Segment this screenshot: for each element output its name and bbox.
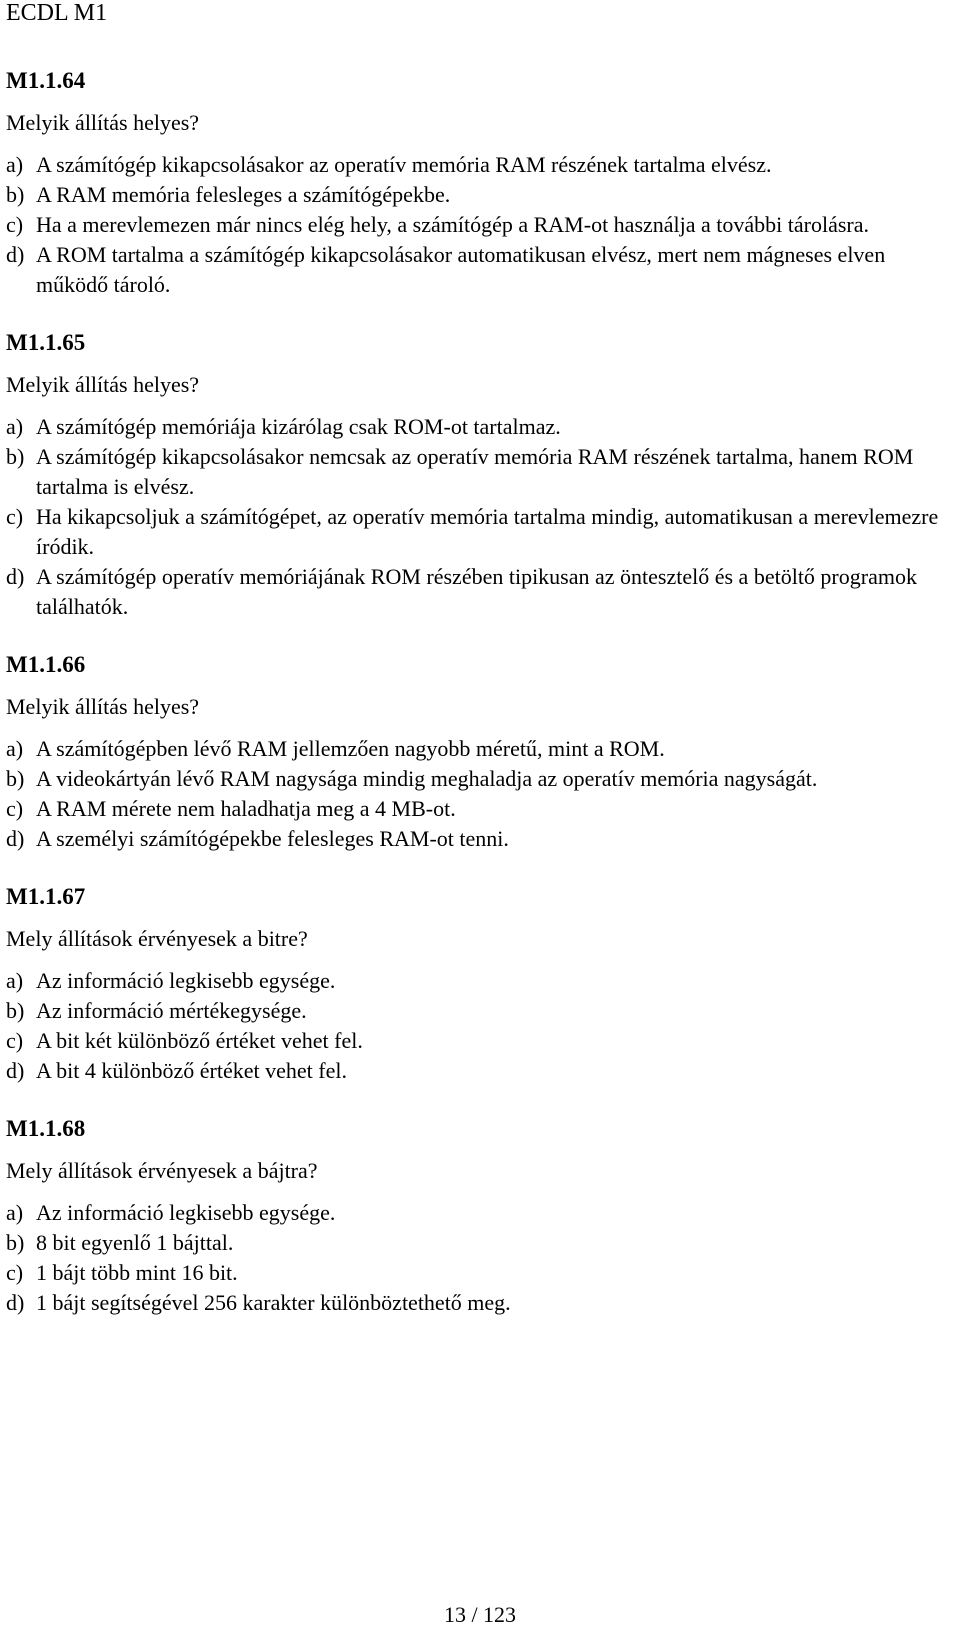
option-text: 1 bájt több mint 16 bit.: [36, 1260, 238, 1285]
option-letter: b): [6, 998, 25, 1023]
question-id: M1.1.67: [6, 884, 86, 909]
option-text: Az információ legkisebb egysége.: [36, 1200, 336, 1225]
option-text: A RAM mérete nem haladhatja meg a 4 MB-ot.: [36, 796, 456, 821]
option-letter: a): [6, 968, 24, 993]
option-text: Ha a merevlemezen már nincs elég hely, a számítógép a RAM-ot használja a további tárolásra.: [36, 212, 870, 237]
option-b: [6, 996, 956, 1026]
option-letter: c): [6, 1028, 24, 1053]
question-block: [6, 66, 956, 300]
option-c: [6, 502, 956, 562]
option-text: 1 bájt segítségével 256 karakter különböztethető meg.: [36, 1290, 511, 1315]
option-letter: c): [6, 1260, 24, 1285]
question-id: M1.1.68: [6, 1116, 86, 1141]
option-b: [6, 442, 956, 502]
option-list: [6, 412, 956, 622]
option-text: 8 bit egyenlő 1 bájttal.: [36, 1230, 234, 1255]
option-list: [6, 1198, 956, 1318]
page-header: ECDL M1: [6, 0, 108, 26]
question-text: Mely állítások érvényesek a bájtra?: [6, 1158, 318, 1183]
question-list: [6, 66, 956, 1318]
option-text: A számítógép kikapcsolásakor az operatív memória RAM részének tartalma elvész.: [36, 152, 772, 177]
option-list: [6, 150, 956, 300]
option-b: [6, 1228, 956, 1258]
option-text: A személyi számítógépekbe felesleges RAM-ot tenni.: [36, 826, 509, 851]
option-d: [6, 1056, 956, 1086]
option-d: [6, 562, 956, 622]
option-letter: c): [6, 796, 24, 821]
option-text: A számítógép kikapcsolásakor nemcsak az operatív memória RAM részének tartalma, hanem ROM tartalma is elvész.: [36, 444, 914, 499]
option-a: [6, 150, 956, 180]
option-letter: d): [6, 826, 25, 851]
option-text: A bit két különböző értéket vehet fel.: [36, 1028, 363, 1053]
question-text: Melyik állítás helyes?: [6, 110, 200, 135]
option-letter: c): [6, 504, 24, 529]
option-letter: a): [6, 152, 24, 177]
option-c: [6, 794, 956, 824]
option-letter: b): [6, 444, 25, 469]
option-c: [6, 210, 956, 240]
option-text: Az információ mértékegysége.: [36, 998, 307, 1023]
question-block: [6, 650, 956, 854]
option-text: A számítógép operatív memóriájának ROM részében tipikusan az öntesztelő és a betöltő programok találhatók.: [36, 564, 917, 619]
option-a: [6, 1198, 956, 1228]
option-list: [6, 734, 956, 854]
option-letter: b): [6, 766, 25, 791]
question-id: M1.1.66: [6, 652, 86, 677]
option-letter: b): [6, 1230, 25, 1255]
option-text: A bit 4 különböző értéket vehet fel.: [36, 1058, 347, 1083]
option-letter: d): [6, 1290, 25, 1315]
question-block: [6, 1114, 956, 1318]
option-text: A számítógépben lévő RAM jellemzően nagyobb méretű, mint a ROM.: [36, 736, 665, 761]
option-letter: a): [6, 414, 24, 439]
question-text: Melyik állítás helyes?: [6, 372, 200, 397]
option-a: [6, 734, 956, 764]
option-letter: a): [6, 1200, 24, 1225]
option-letter: d): [6, 564, 25, 589]
option-a: [6, 966, 956, 996]
option-d: [6, 1288, 956, 1318]
option-d: [6, 824, 956, 854]
option-b: [6, 180, 956, 210]
option-d: [6, 240, 956, 300]
option-c: [6, 1258, 956, 1288]
option-text: A videokártyán lévő RAM nagysága mindig meghaladja az operatív memória nagyságát.: [36, 766, 818, 791]
question-id: M1.1.65: [6, 330, 86, 355]
option-letter: d): [6, 242, 25, 267]
option-text: Az információ legkisebb egysége.: [36, 968, 336, 993]
option-text: A számítógép memóriája kizárólag csak ROM-ot tartalmaz.: [36, 414, 561, 439]
option-list: [6, 966, 956, 1086]
option-text: Ha kikapcsoljuk a számítógépet, az operatív memória tartalma mindig, automatikusan a merevlemezre íródik.: [36, 504, 939, 559]
option-letter: b): [6, 182, 25, 207]
option-text: A ROM tartalma a számítógép kikapcsolásakor automatikusan elvész, mert nem mágneses elven működő tároló.: [36, 242, 886, 297]
option-b: [6, 764, 956, 794]
option-text: A RAM memória felesleges a számítógépekbe.: [36, 182, 451, 207]
page-number: 13 / 123: [443, 1602, 517, 1627]
question-block: [6, 882, 956, 1086]
option-letter: d): [6, 1058, 25, 1083]
question-text: Melyik állítás helyes?: [6, 694, 200, 719]
option-letter: a): [6, 736, 24, 761]
option-letter: c): [6, 212, 24, 237]
option-c: [6, 1026, 956, 1056]
question-id: M1.1.64: [6, 68, 86, 93]
question-block: [6, 328, 956, 622]
option-a: [6, 412, 956, 442]
question-text: Mely állítások érvényesek a bitre?: [6, 926, 308, 951]
